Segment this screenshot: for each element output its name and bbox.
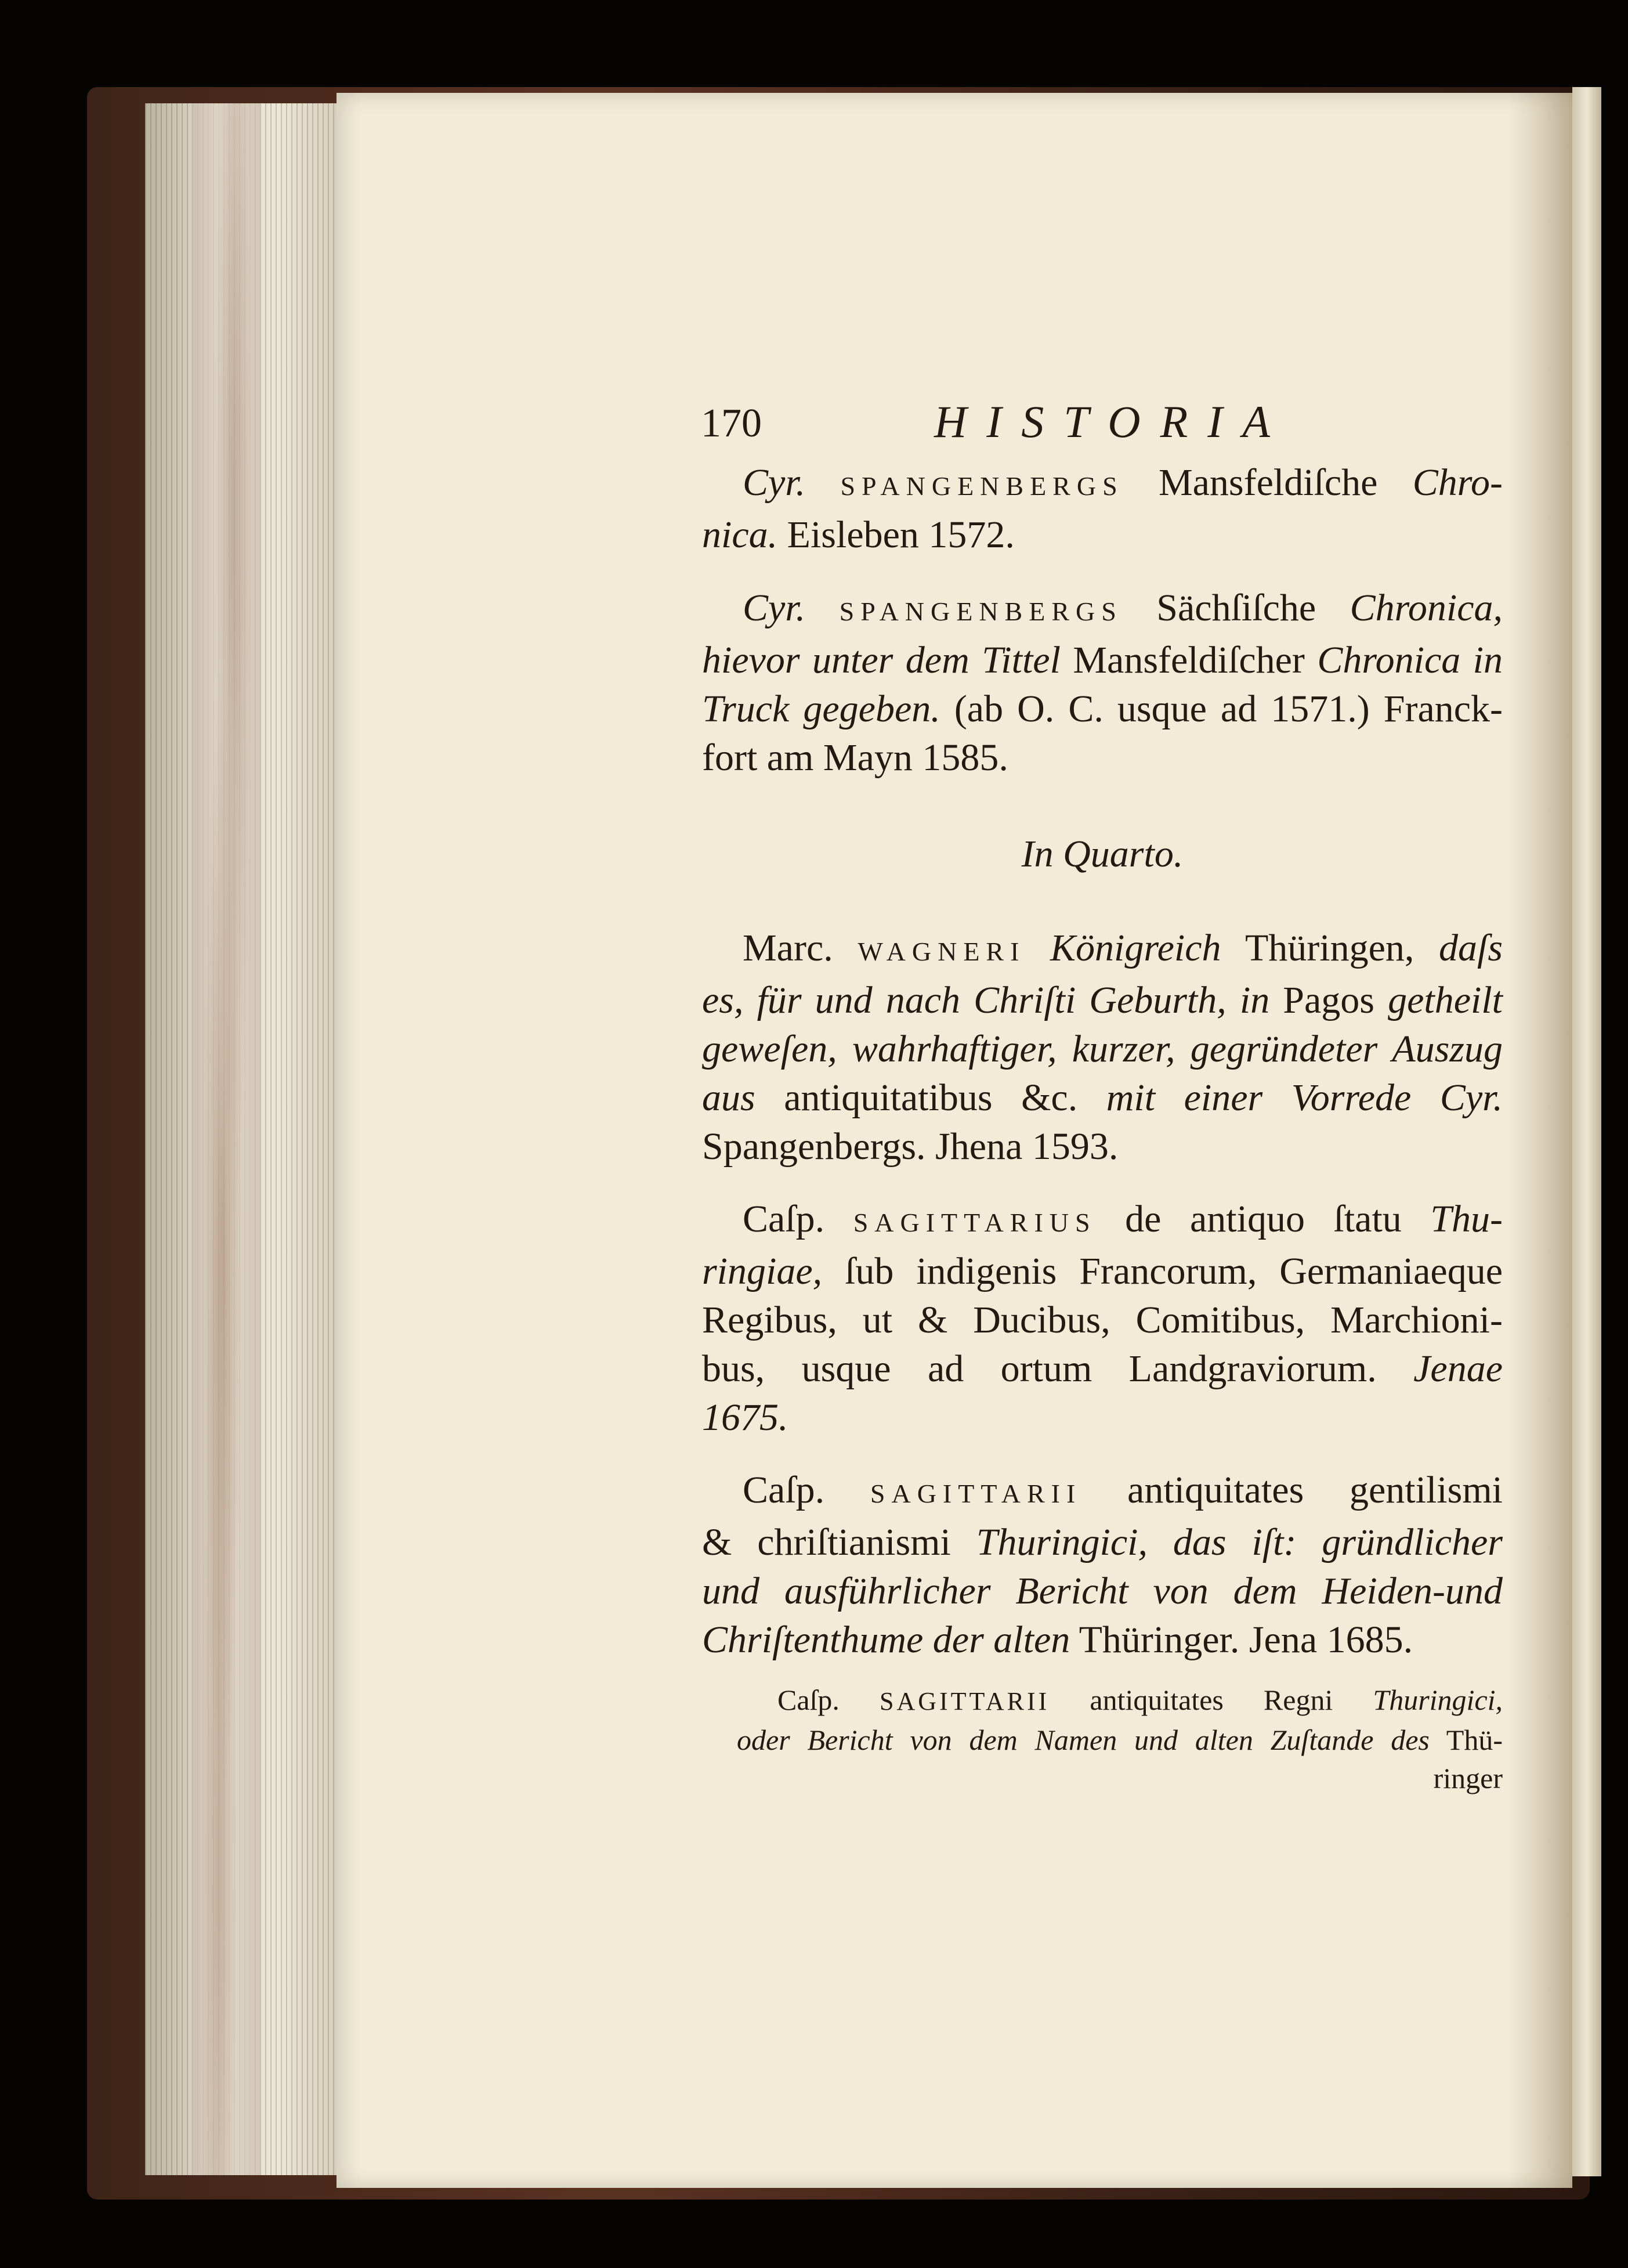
entry-line [702,1466,1503,1518]
entry-line [702,1247,1503,1296]
entry-line [702,636,1503,685]
entry-line [702,1567,1503,1616]
entry-text: Mansfeldiſche [1158,461,1378,504]
entry-text: Mansfeldiſcher [1073,639,1305,681]
entry-title: Thu- [1430,1198,1503,1240]
section-heading: In Quarto. [1021,833,1184,875]
entry-text: antiquitates Regni [1090,1684,1333,1716]
gutter-shadow [1508,93,1572,2188]
author-first-name: Caſp. [777,1684,840,1716]
entry-title: Jenae [1413,1348,1503,1390]
entry-title: hievor unter dem Tittel [702,639,1061,681]
next-page-edge [1572,87,1601,2176]
entry-title: Königreich [1050,927,1221,969]
author-first-name: Cyr. [743,587,806,629]
entry-line: Regibus, ut & Ducibus, Comitibus, Marchioni- [702,1299,1503,1341]
entry-title: Chro- [1412,461,1503,504]
entry-text: Thü- [1446,1724,1503,1756]
entry-title: aus [702,1077,755,1119]
bibliography-entry [702,924,1503,1171]
bibliography-entry [702,458,1503,559]
entry-title: Truck gegeben. [702,688,940,730]
entry-title: ringiae, [702,1250,823,1292]
bibliography-entry [702,1195,1503,1442]
entry-text: ſub indigenis Francorum, Germaniaeque [845,1250,1503,1292]
entry-line: Spangenbergs. Jhena 1593. [702,1125,1119,1168]
entry-title: das iſt: gründlicher [1173,1521,1503,1563]
entry-title: 1675. [702,1396,788,1439]
entry-text: Thüringer. Jena 1685. [1079,1619,1413,1661]
author-name: WAGNERI [858,937,1026,966]
entry-line [702,976,1503,1025]
entry-title: oder Bericht von dem Namen und alten Zuſtande des [737,1724,1430,1756]
entry-title: Thuringici, [1373,1684,1503,1716]
entry-text: bus, usque ad ortum Landgraviorum. [702,1348,1377,1390]
entry-text: & chriſtianismi [702,1521,951,1563]
page-number: 170 [701,401,762,446]
entry-line [702,1518,1503,1567]
bibliography-entry [702,584,1503,782]
author-name: SAGITTARII [879,1687,1050,1716]
entry-title: daſs [1439,927,1503,969]
entry-line [702,685,1503,734]
entry-title: nica. [702,514,778,556]
entry-text: Pagos [1283,979,1374,1021]
entry-line [702,1616,1503,1664]
entry-title: Chriſtenthume der alten [702,1619,1070,1661]
author-first-name: Caſp. [743,1469,825,1511]
entry-line [702,1393,1503,1442]
author-first-name: Caſp. [743,1198,825,1240]
entry-text: Sächſiſche [1156,587,1316,629]
entry-line [702,511,1503,559]
entry-title: mit einer Vorrede Cyr. [1106,1077,1503,1119]
entry-line [702,1074,1503,1122]
entry-line [702,584,1503,636]
bibliography-entry [702,1466,1503,1664]
entry-title: Chronica in [1317,639,1503,681]
entry-title: geweſen, wahrhaftiger, kurzer, gegründeter Auszug [702,1028,1503,1070]
entry-line [702,1345,1503,1393]
entry-title: getheilt [1388,979,1503,1021]
entry-line [702,1025,1503,1074]
entry-text: (ab O. C. usque ad 1571.) Franck- [954,688,1503,730]
author-name: SAGITTARIUS [853,1208,1097,1237]
author-name: SPANGENBERGS [839,597,1123,626]
entry-text: Thüringen, [1244,927,1414,969]
author-first-name: Marc. [743,927,833,969]
entry-title: Chronica, [1350,587,1503,629]
running-title: HISTORIA [934,396,1290,447]
entry-text: Eisleben 1572. [787,514,1015,556]
author-name: SPANGENBERGS [840,471,1124,501]
entry-line: fort am Mayn 1585. [702,736,1008,779]
footnote-line [737,1681,1503,1721]
entry-title: und ausführlicher Bericht von dem Heiden-und [702,1570,1503,1612]
author-name: SAGITTARII [870,1479,1082,1508]
author-first-name: Cyr. [743,461,806,504]
marbled-edge [191,103,261,2175]
entry-title: es, für und nach Chriſti Geburth, in [702,979,1270,1021]
entry-text: de antiquo ſtatu [1125,1198,1402,1240]
entry-text: antiquitates gentilismi [1127,1469,1503,1511]
entry-line [702,1195,1503,1247]
entry-line [702,458,1503,511]
entry-line [702,924,1503,976]
footnote-line [737,1721,1503,1759]
footnote-entry [737,1681,1503,1797]
entry-text: antiquitatibus &c. [784,1077,1078,1119]
footnote-line: ringer [1433,1762,1503,1794]
entry-title: Thuringici, [976,1521,1148,1563]
